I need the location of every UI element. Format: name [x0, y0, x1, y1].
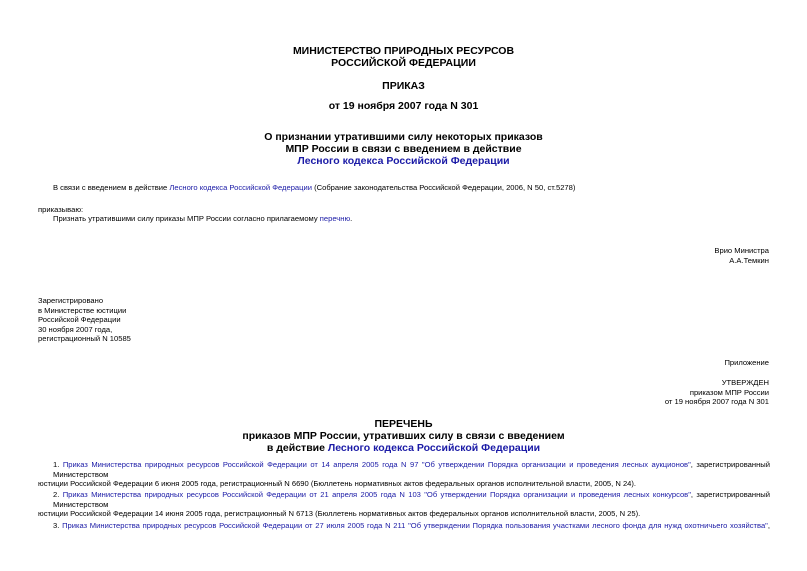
list-item	[38, 521, 770, 531]
registration-block	[38, 296, 131, 344]
ministry-line-2: РОССИЙСКОЙ ФЕДЕРАЦИИ	[331, 57, 476, 69]
list-subtitle-line-1: приказов МПР России, утративших силу в связи с введением	[242, 430, 565, 442]
list-item-2-number: 2.	[53, 490, 63, 499]
ministry-heading	[0, 45, 807, 69]
appendix-label: Приложение	[724, 358, 769, 367]
registration-line-5: регистрационный N 10585	[38, 334, 131, 343]
registration-line-4: 30 ноября 2007 года,	[38, 324, 113, 334]
signature-position: Врио Министра	[714, 246, 769, 255]
title-line-2: МПР России в связи с введением в действие	[285, 143, 522, 155]
list-item-1-tail: , зарегистрированный Министерством	[53, 460, 770, 479]
list-title: ПЕРЕЧЕНЬ	[374, 418, 433, 430]
order-suffix: .	[350, 214, 353, 223]
list-item-3-number: 3.	[53, 521, 63, 530]
list-subtitle-prefix: в действие	[266, 442, 328, 454]
registration-line-3: Российской Федерации	[38, 315, 121, 324]
list-item-2-line-1	[38, 490, 770, 509]
list-link[interactable]: перечню	[319, 214, 351, 223]
list-item-1-number: 1.	[53, 460, 63, 469]
list-item-1-line-1	[38, 460, 770, 479]
list-item-1-link[interactable]: Приказ Министерства природных ресурсов Российской Федерации от 14 апреля 2005 года N 97 "Об утверждении Порядка организации и проведения лесных аукционов"	[62, 460, 691, 469]
approved-by-order: приказом МПР России	[689, 387, 769, 397]
preamble-forest-code-link[interactable]: Лесного кодекса Российской Федерации	[169, 183, 312, 192]
registration-line-1: Зарегистрировано	[38, 296, 104, 305]
approved-order-date: от 19 ноября 2007 года N 301	[664, 397, 769, 406]
list-item-1-line-2: юстиции Российской Федерации 6 июня 2005 года, регистрационный N 6690 (Бюллетень нормативных актов федеральных органов исполнительной власти, 2005, N 24).	[38, 479, 637, 488]
order-paragraph	[53, 214, 773, 224]
signature-block	[714, 246, 769, 265]
doc-date: от 19 ноября 2007 года N 301	[328, 100, 479, 112]
list-subtitle	[0, 430, 807, 454]
title-forest-code-link[interactable]: Лесного кодекса Российской Федерации	[297, 155, 510, 167]
preamble-suffix: (Собрание законодательства Российской Федерации, 2006, N 50, ст.5278)	[311, 183, 576, 192]
list-forest-code-link[interactable]: Лесного кодекса Российской Федерации	[327, 442, 541, 454]
list-item	[38, 490, 770, 519]
order-word: приказываю:	[38, 205, 84, 214]
order-prefix: Признать утратившими силу приказы МПР России согласно прилагаемому	[53, 214, 320, 223]
approval-block	[665, 378, 769, 407]
list-item-2-link[interactable]: Приказ Министерства природных ресурсов Российской Федерации от 21 апреля 2005 года N 103 "Об утверждении Порядка организации и проведения лесных конкурсов"	[62, 490, 691, 499]
ministry-line-1: МИНИСТЕРСТВО ПРИРОДНЫХ РЕСУРСОВ	[292, 45, 515, 57]
list-item-3-line-1	[38, 521, 770, 531]
approved-label: УТВЕРЖДЕН	[721, 378, 769, 387]
doc-title	[0, 131, 807, 167]
doc-type: ПРИКАЗ	[382, 80, 425, 92]
list-item-3-tail: ,	[767, 521, 770, 530]
title-line-1: О признании утратившими силу некоторых приказов	[264, 131, 543, 143]
list-item-2-line-2: юстиции Российской Федерации 14 июня 2005 года, регистрационный N 6713 (Бюллетень нормативных актов федеральных органов исполнительной власти, 2005, N 25).	[38, 509, 641, 518]
preamble-prefix: В связи с введением в действие	[53, 183, 170, 192]
preamble-paragraph	[53, 183, 773, 193]
list-item-3-link[interactable]: Приказ Министерства природных ресурсов Российской Федерации от 27 июля 2005 года N 211 "Об утверждении Порядка пользования участками лесного фонда для нужд охотничьего хозяйства"	[62, 521, 768, 530]
registration-line-2: в Министерстве юстиции	[38, 305, 127, 315]
list-item-2-tail: , зарегистрированный Министерством	[53, 490, 770, 509]
list-item	[38, 460, 770, 489]
list-subtitle-line-2	[0, 442, 807, 454]
signature-name: А.А.Темкин	[729, 255, 769, 265]
